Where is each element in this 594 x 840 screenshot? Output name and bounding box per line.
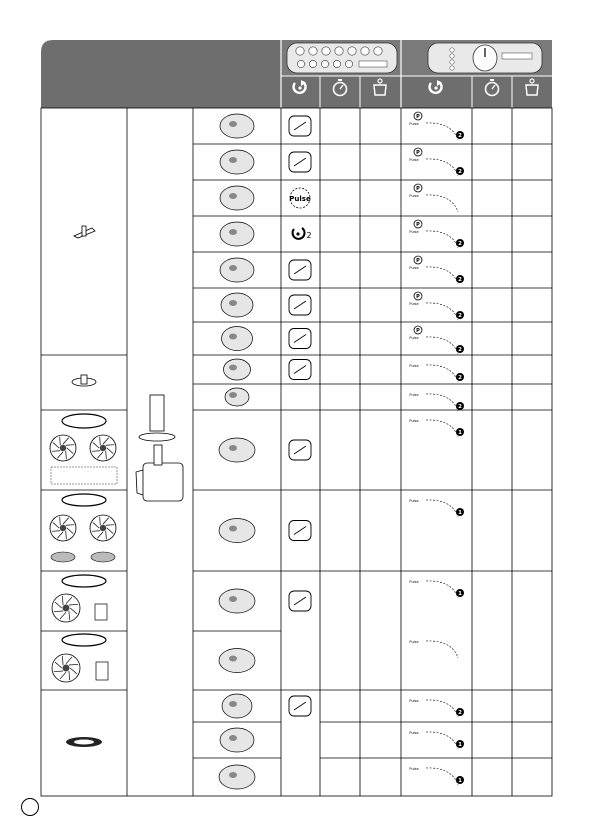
pulse-short-label: Pulse [409, 699, 419, 703]
program-grate-icon [289, 591, 311, 611]
panel-button-icon [450, 66, 454, 70]
pulse-short-label: Pulse [409, 230, 419, 234]
end-speed-badge: 2 [458, 347, 462, 353]
p-badge: P [416, 150, 420, 156]
p-badge: P [416, 258, 420, 264]
p-badge: P [416, 328, 420, 334]
end-speed-badge: 2 [458, 169, 462, 175]
panel-button-icon [333, 60, 340, 67]
disc-lid-icon [62, 575, 106, 587]
herbs-icon [220, 222, 254, 246]
panel-button-icon [374, 47, 382, 55]
pulse-short-label: Pulse [409, 266, 419, 270]
p-badge: P [416, 114, 420, 120]
grated-food-icon [51, 467, 117, 484]
grating-disc-icon [90, 435, 116, 461]
speed-2-icon [293, 228, 305, 239]
program-chop-icon [289, 152, 311, 172]
disc-lid-icon [62, 414, 106, 428]
pulse-short-label: Pulse [409, 640, 419, 644]
emulsifying-disc-icon [72, 375, 96, 386]
end-speed-badge: 2 [458, 375, 462, 381]
dough-icon [222, 694, 252, 718]
end-speed-badge: 2 [458, 133, 462, 139]
speed-curve-icon [426, 641, 458, 658]
program-chop-icon [289, 260, 311, 280]
egg-white-icon [224, 359, 251, 380]
grater-cup-icon [95, 604, 107, 620]
speed-curve-icon [414, 256, 464, 284]
page-number-badge [21, 798, 39, 816]
end-speed-badge: 1 [458, 742, 462, 748]
grater-cup-icon [96, 662, 108, 680]
sliced-food-icon [91, 552, 115, 562]
panel-button-icon [361, 47, 369, 55]
speed-curve-icon [414, 184, 458, 212]
panel-button-icon [309, 47, 317, 55]
panel-button-icon [335, 47, 343, 55]
pulse-short-label: Pulse [409, 499, 419, 503]
panel-label-icon [502, 53, 532, 59]
panel-button-icon [450, 48, 454, 52]
meat-icon [220, 258, 254, 282]
potato-icon [219, 649, 255, 673]
program-mix-icon [289, 360, 311, 380]
pulse-short-label: Pulse [409, 767, 419, 771]
disc-lid-icon [62, 634, 106, 646]
pulse-short-label: Pulse [409, 158, 419, 162]
pulse-short-label: Pulse [409, 393, 419, 397]
nuts-icon [220, 114, 254, 138]
end-speed-badge: 1 [458, 778, 462, 784]
speed-curve-icon [414, 326, 464, 354]
sliced-food-icon [51, 552, 75, 562]
control-panel-left [287, 43, 397, 73]
pulse-short-label: Pulse [409, 336, 419, 340]
panel-button-icon [450, 60, 454, 64]
loaf-icon [222, 327, 253, 351]
pulse-label: Pulse [289, 195, 311, 203]
speed-2-label: 2 [306, 231, 312, 240]
grating-disc-icon [50, 435, 76, 461]
end-speed-badge: 2 [458, 404, 462, 410]
pulse-short-label: Pulse [409, 122, 419, 126]
end-speed-badge: 1 [458, 510, 462, 516]
end-speed-badge: 1 [458, 591, 462, 597]
cheese-icon [220, 150, 254, 174]
onion-icon [220, 186, 254, 210]
panel-label-icon [359, 61, 387, 67]
end-speed-badge: 2 [458, 241, 462, 247]
end-speed-badge: 2 [458, 313, 462, 319]
end-speed-badge: 2 [458, 710, 462, 716]
slicing-disc-icon [50, 515, 76, 541]
p-badge: P [416, 294, 420, 300]
panel-button-icon [348, 47, 356, 55]
panel-button-icon [309, 60, 316, 67]
speed-curve-icon [414, 220, 464, 248]
hands-dough-icon [219, 765, 255, 789]
speed-curve-icon [414, 292, 464, 320]
panel-button-icon [322, 47, 330, 55]
speed-curve-icon [414, 148, 464, 176]
vegetables-grate-icon [219, 438, 255, 462]
panel-button-icon [296, 47, 304, 55]
control-panel-right [428, 43, 542, 73]
fine-grating-disc-icon [52, 594, 80, 622]
disc-lid-icon [62, 494, 106, 506]
p-badge: P [416, 222, 420, 228]
vegetables-slice-icon [219, 519, 255, 543]
kneading-accessory-icon [66, 737, 102, 747]
speed-curve-icon [414, 112, 464, 140]
program-grate-icon [289, 440, 311, 460]
end-speed-badge: 1 [458, 430, 462, 436]
pulse-short-label: Pulse [409, 419, 419, 423]
pulse-short-label: Pulse [409, 580, 419, 584]
poultry-icon [219, 589, 255, 613]
chopping-blade-icon [74, 226, 95, 238]
program-mix-icon [289, 329, 311, 349]
end-speed-badge: 2 [458, 277, 462, 283]
program-mix-icon [289, 295, 311, 315]
cake-icon [225, 388, 249, 406]
pulse-short-label: Pulse [409, 731, 419, 735]
p-badge: P [416, 186, 420, 192]
bread-icon [221, 293, 253, 317]
program-chop-icon [289, 116, 311, 136]
program-slice-icon [289, 521, 311, 541]
panel-button-icon [297, 60, 304, 67]
pulse-short-label: Pulse [409, 364, 419, 368]
program-knead-icon [289, 696, 311, 716]
pulse-short-label: Pulse [409, 302, 419, 306]
slicing-disc-icon [90, 515, 116, 541]
pulse-short-label: Pulse [409, 194, 419, 198]
panel-button-icon [450, 54, 454, 58]
coarse-grating-disc-icon [52, 654, 80, 682]
panel-button-icon [321, 60, 328, 67]
food-processor-icon [136, 395, 183, 501]
cream-icon [220, 728, 254, 752]
panel-button-icon [345, 60, 352, 67]
